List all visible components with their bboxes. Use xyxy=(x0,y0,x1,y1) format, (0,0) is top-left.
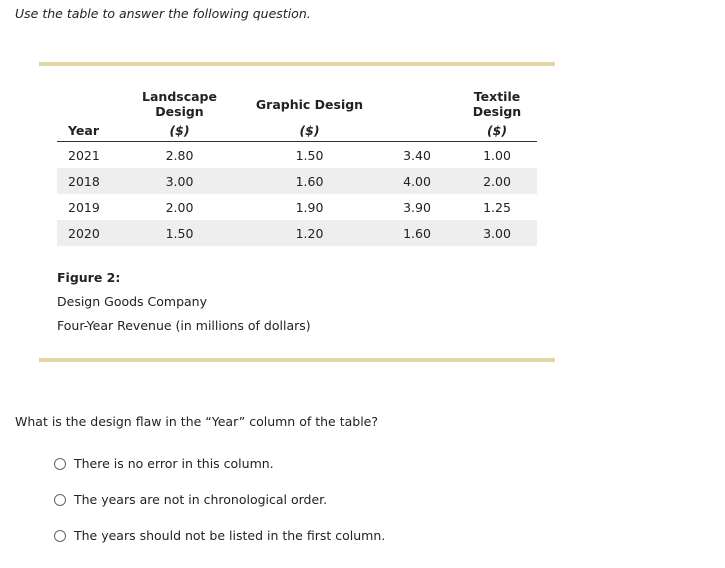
figure-company: Design Goods Company xyxy=(57,294,207,309)
radio-button[interactable] xyxy=(54,494,66,506)
header-graphic: Graphic Design xyxy=(255,96,364,112)
question-text: What is the design flaw in the “Year” column of the table? xyxy=(15,414,378,429)
cell-textile: 1.00 xyxy=(483,147,511,163)
cell-unlabeled: 3.90 xyxy=(403,199,431,215)
table-row xyxy=(57,142,537,169)
bottom-divider xyxy=(39,358,555,362)
unit-landscape: ($) xyxy=(117,119,242,142)
cell-graphic: 1.90 xyxy=(295,199,324,215)
cell-landscape: 3.00 xyxy=(117,168,242,194)
radio-button[interactable] xyxy=(54,530,66,542)
header-textile: Textile Design xyxy=(472,89,522,119)
revenue-table xyxy=(57,89,537,246)
cell-graphic: 1.50 xyxy=(295,147,324,163)
table-row xyxy=(57,220,537,246)
answer-option-2[interactable] xyxy=(54,492,327,507)
table-row xyxy=(57,168,537,194)
cell-year: 2018 xyxy=(57,168,117,194)
cell-unlabeled: 1.60 xyxy=(377,220,457,246)
figure-description: Four-Year Revenue (in millions of dollars) xyxy=(57,318,311,333)
table-row xyxy=(57,194,537,220)
cell-year: 2020 xyxy=(57,220,117,246)
figure-caption xyxy=(57,266,311,338)
top-divider xyxy=(39,62,555,66)
option-label: There is no error in this column. xyxy=(74,456,274,471)
radio-button[interactable] xyxy=(54,458,66,470)
unit-textile: ($) xyxy=(457,119,537,142)
cell-unlabeled: 3.40 xyxy=(403,147,431,163)
header-landscape: Landscape Design xyxy=(142,89,217,119)
cell-graphic: 1.20 xyxy=(242,220,377,246)
cell-textile: 2.00 xyxy=(457,168,537,194)
cell-year: 2021 xyxy=(68,147,100,163)
answer-option-1[interactable] xyxy=(54,456,274,471)
cell-textile: 1.25 xyxy=(483,199,511,215)
cell-landscape: 2.80 xyxy=(165,147,194,163)
cell-landscape: 1.50 xyxy=(117,220,242,246)
instruction-text: Use the table to answer the following question. xyxy=(15,6,311,21)
cell-graphic: 1.60 xyxy=(242,168,377,194)
unit-graphic: ($) xyxy=(242,119,377,142)
option-label: The years are not in chronological order. xyxy=(74,492,328,507)
figure-label: Figure 2: xyxy=(57,270,121,285)
cell-landscape: 2.00 xyxy=(165,199,194,215)
cell-textile: 3.00 xyxy=(457,220,537,246)
option-label: The years should not be listed in the first column. xyxy=(74,528,386,543)
answer-option-3[interactable] xyxy=(54,528,385,543)
header-year: Year xyxy=(57,119,117,142)
cell-year: 2019 xyxy=(68,199,100,215)
cell-unlabeled: 4.00 xyxy=(377,168,457,194)
